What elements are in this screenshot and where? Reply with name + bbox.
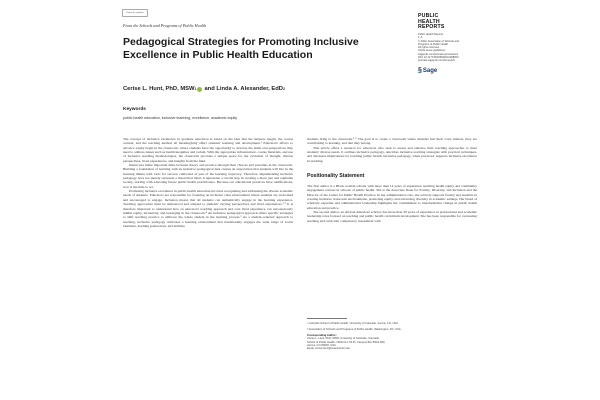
sage-s-icon: § xyxy=(418,67,422,74)
journal-meta-line: © 2024, Association of Schools and xyxy=(418,39,459,43)
body-column-right xyxy=(307,137,477,223)
publisher-name: Sage xyxy=(422,67,438,74)
journal-logo-line: PUBLIC xyxy=(418,13,439,19)
keywords-list: public health education, inclusive teaching, excellence, academic equity xyxy=(123,116,238,120)
publisher-logo xyxy=(418,67,437,74)
author-join: and Linda A. Alexander, EdD xyxy=(204,86,283,92)
orcid-icon[interactable] xyxy=(194,87,202,92)
journal-meta-line: Programs of Public Health xyxy=(418,42,449,46)
body-paragraph: The second author, an African American scholar, has more than 30 years of experience in professional and academic leadership roles focused on teaching and public health curriculum development. She has been responsible for overseeing teaching and curricular competency assessment with xyxy=(307,210,477,223)
corresponding-author-line: School of Public Health, 13001 E 17th Pl, Campus Box B119-000, xyxy=(307,340,386,344)
corresponding-author-email[interactable]: Email: cerise.hunt@cuanschutz.edu xyxy=(307,347,350,351)
footnotes xyxy=(307,322,477,351)
journal-meta-line: Public Health Reports xyxy=(418,33,444,36)
journal-meta-line: 1–6 xyxy=(418,36,423,40)
article-title: Pedagogical Strategies for Promoting Inclusive Excellence in Public Health Education xyxy=(123,36,359,61)
journal-meta xyxy=(418,33,478,63)
section-heading: Positionality Statement xyxy=(307,173,365,180)
journal-meta-line[interactable]: Article reuse guidelines: xyxy=(418,49,446,53)
check-for-updates-button[interactable] xyxy=(122,9,148,17)
journal-logo xyxy=(418,14,478,31)
journal-home-link[interactable]: journals.sagepub.com/home/phr xyxy=(418,59,456,63)
footnote-divider xyxy=(307,318,347,319)
author-2-affiliation: 2 xyxy=(282,87,285,91)
affiliation-footnote: ² Association of Schools and Programs of Public Health, Washington, DC, USA xyxy=(307,327,401,331)
keywords-heading: Keywords xyxy=(123,107,146,112)
affiliation-footnote: ¹ Colorado School of Public Health, University of Colorado, Aurora, CO, USA xyxy=(307,322,398,325)
series-label: From the Schools and Programs of Public Health xyxy=(123,23,207,28)
journal-meta-line[interactable]: sagepub.com/journals-permissions xyxy=(418,52,459,56)
author-line xyxy=(123,86,413,92)
body-paragraph: The first author is a Black woman scholar with more than 14 years of experience teaching health equity and community engagement courses in schools of public health. She is the Associate Dean for Faculty, Diversity, and Inclusion and the Director of the Center for Public Health Practice. In her administrative role, she actively supports faculty and students in creating inclusive classroom environments, promoting equity, and advancing diversity in academic settings. Her blend of scholarly expertise and administrative leadership highlights her commitment to transformative change in public health education and practice. xyxy=(307,184,477,210)
doi-link[interactable]: DOI: 10.1177/00333549241268000 xyxy=(418,56,459,60)
body-paragraph: This article offers a resource for educators who seek to assess and enhance their teaching approaches to meet students' diverse needs. It outlines inclusive pedagogy, describes inclusive teaching strategies with practical techniques, and discusses implications for teaching public health. Inclusive pedagogy, when practiced, supports inclusive excellence in teaching. xyxy=(307,145,477,163)
body-column-left xyxy=(123,137,293,228)
journal-logo-line: REPORTS xyxy=(418,24,445,31)
body-paragraph: Instructors make important links between theory and practice through their choices and priorities in the classroom. Building a foundation of learning with an inclusive pedagogical lens creates an expectation that students will live in the learning milieu with tools for success cultivated as part of the learning trajectory. Therefore, implementing inclusive pedagogy does not merely represent a theoretical ideal; it represents a crucial step in creating a more just and equitable society, starting with educating future public health practitioners. Because our educational practices have ramifications, now is the time to act. xyxy=(123,163,293,189)
corresponding-author-line: Aurora, CO 80045, USA. xyxy=(307,344,337,348)
body-paragraph: The concept of inclusive excellence in graduate education is based on the idea that the subjects taught, the course content, and the teaching method all meaningfully affect students' learning and development.¹ Educators' efforts to advance equity begin in the classroom, where students have the opportunity to develop the skills and perspectives they need to address issues such as health inequities and racism. With the appropriate infrastructure, course materials, and use of inclusive teaching methodologies, the classroom provides a unique space for the evolution of thought, diverse perspectives, lived experiences, and insights from the field. xyxy=(123,137,293,163)
article-page xyxy=(100,0,500,400)
body-paragraph: students bring to the classroom.⁵·⁶ The goal is to create a classroom where students feel their voice matters, they are contributing to learning, and that they belong. xyxy=(307,137,477,146)
corresponding-author-heading: Corresponding Author: xyxy=(307,333,337,337)
body-paragraph: Promoting inclusive excellence in public health education involves recognizing and addressing the diverse academic needs of students. Educators are responsible for fostering an inclusive class environment where students are welcomed and encouraged to engage. Inclusion means that all students can authentically engage in the learning experience. Teaching approaches must be understood and adapted to students' varying perspectives and lived experiences.²·³ It is therefore important to understand how an educator's teaching approach and own lived experience can unconsciously inhibit equity, inclusivity, and belonging in the classroom.⁴ An inclusive pedagogical approach offers specific strategies to shift teaching practice to embrace the whole student in the learning process.⁵ As a student-centered approach to teaching, inclusive pedagogy cultivates a learning environment that intentionally engages the wide range of social identities, learning preferences, and abilities xyxy=(123,189,293,228)
journal-meta-line: All rights reserved. xyxy=(418,46,440,50)
corresponding-author-line: Cerise L. Hunt, PhD, MSW, University of Colorado, Colorado xyxy=(307,337,380,341)
author-1-affiliation: 1 xyxy=(194,87,197,91)
author-1-name: Cerise L. Hunt, PhD, MSW xyxy=(123,86,195,92)
journal-logo-line: HEALTH xyxy=(418,18,440,25)
check-for-updates-label: Check for updates xyxy=(126,12,144,14)
